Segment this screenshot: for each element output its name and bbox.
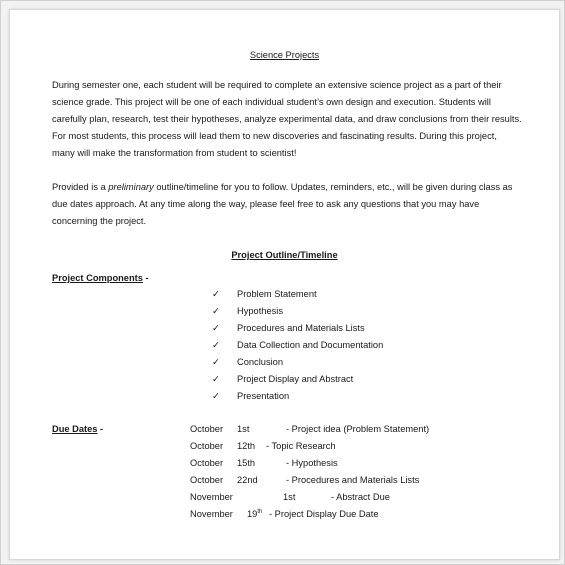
due-month: October: [190, 441, 224, 451]
check-icon: ✓: [212, 323, 220, 333]
check-icon: ✓: [212, 357, 220, 367]
due-day-wrap: [247, 506, 262, 523]
check-icon: ✓: [212, 374, 220, 384]
due-task: - Topic Research: [266, 441, 336, 451]
component-item: Presentation: [237, 391, 290, 401]
component-item: Conclusion: [237, 357, 283, 367]
provided-text-after: outline/timeline for you to follow. Updates, reminders, etc., will be given during class as due dates approach. At any time along the way, please feel free to ask any questions that you may have concerning the project.: [52, 182, 513, 226]
check-icon: ✓: [212, 391, 220, 401]
components-label: Project Components: [52, 273, 143, 283]
due-day: 15th: [237, 458, 256, 468]
component-item: Hypothesis: [237, 306, 283, 316]
due-month: October: [190, 424, 224, 434]
outline-heading: Project Outline/Timeline: [231, 250, 338, 260]
due-month: October: [190, 475, 224, 485]
due-day: 19: [247, 509, 258, 519]
due-dates-heading: [52, 421, 103, 438]
due-day: 22nd: [237, 475, 258, 485]
provided-text-before: Provided is a: [52, 182, 109, 192]
due-day-suffix: th: [257, 508, 263, 515]
intro-paragraph: During semester one, each student will be required to complete an extensive science project as a part of their science grade. This project will be one of each individual student’s own design and execution. Students will carefully plan, research, test their hypotheses, analyze experimental data, and draw conclusions from their results. For most students, this process will lead them to new discoveries and fascinating results. During this project, many will make the transformation from student to scientist!: [52, 80, 522, 158]
due-day: 1st: [237, 424, 250, 434]
component-item: Problem Statement: [237, 289, 317, 299]
due-task: - Procedures and Materials Lists: [286, 475, 420, 485]
provided-emphasis: preliminary: [108, 182, 154, 192]
due-month: November: [190, 509, 233, 519]
check-icon: ✓: [212, 289, 220, 299]
due-dates-label: Due Dates: [52, 424, 98, 434]
components-heading: [52, 270, 149, 287]
due-day: 1st: [283, 492, 296, 502]
page-title: Science Projects: [249, 50, 320, 60]
due-month: October: [190, 458, 224, 468]
due-task: - Hypothesis: [286, 458, 338, 468]
check-icon: ✓: [212, 340, 220, 350]
component-item: Procedures and Materials Lists: [237, 323, 365, 333]
due-month: November: [190, 492, 233, 502]
components-suffix: -: [142, 273, 149, 283]
due-task: - Project Display Due Date: [269, 509, 379, 519]
due-task: - Abstract Due: [331, 492, 390, 502]
check-icon: ✓: [212, 306, 220, 316]
due-dates-suffix: -: [97, 424, 104, 434]
due-day: 12th: [237, 441, 256, 451]
provided-paragraph: [52, 179, 522, 230]
component-item: Project Display and Abstract: [237, 374, 354, 384]
document-page: [9, 9, 560, 560]
component-item: Data Collection and Documentation: [237, 340, 384, 350]
due-task: - Project idea (Problem Statement): [286, 424, 430, 434]
